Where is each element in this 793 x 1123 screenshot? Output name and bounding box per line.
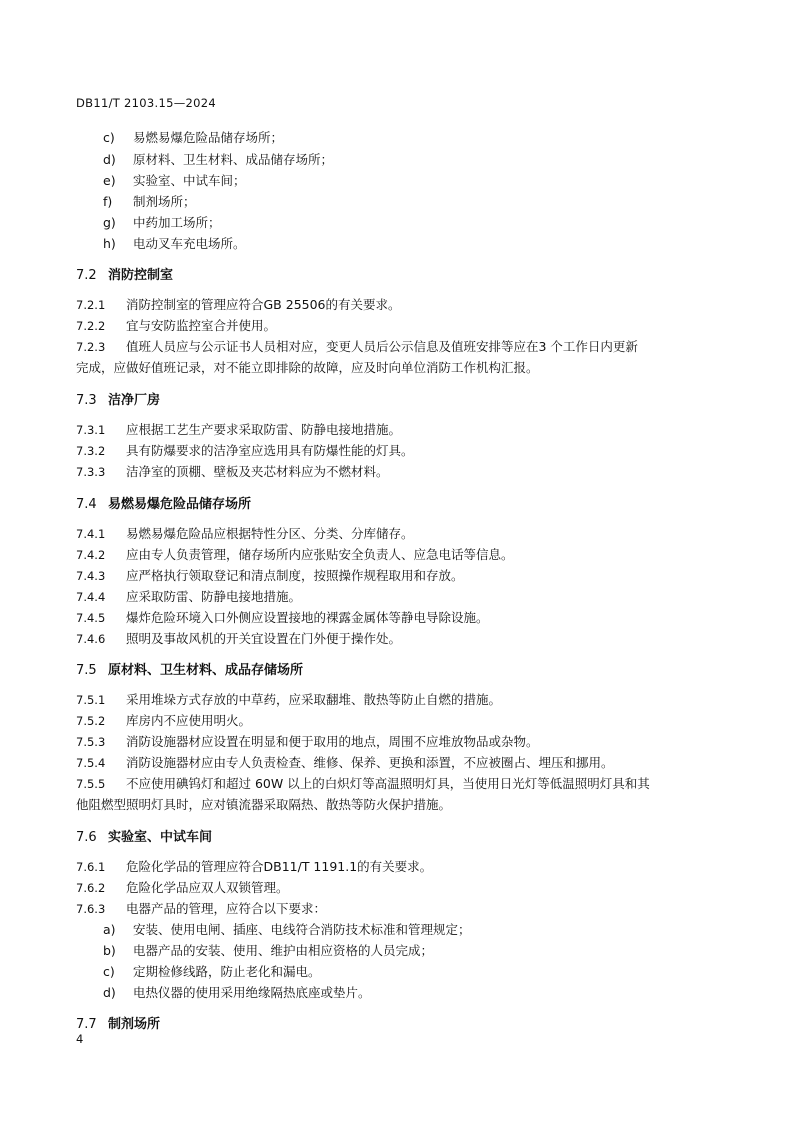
list-label: c) (103, 964, 115, 979)
section-number: 7.7 (76, 1017, 97, 1032)
list-label: b) (103, 943, 116, 958)
clause (76, 899, 326, 917)
clause-text: 应严格执行领取登记和清点制度，按照操作规程取用和存放。 (126, 568, 464, 583)
section-title: 易燃易爆危险品储存场所 (108, 497, 252, 512)
clause (76, 857, 432, 875)
clause (76, 566, 464, 584)
clause-text: 具有防爆要求的洁净室应选用具有防爆性能的灯具。 (126, 443, 414, 458)
section-title: 消防控制室 (108, 268, 174, 283)
list-label: g) (103, 215, 116, 230)
list-item (103, 941, 433, 959)
clause (76, 711, 251, 729)
list-text: 安装、使用电闸、插座、电线符合消防技术标准和管理规定； (133, 922, 471, 937)
clause-number: 7.4.2 (76, 548, 106, 562)
list-item (103, 192, 196, 210)
clause-text: 值班人员应与公示证书人员相对应，变更人员后公示信息及值班安排等应在3 个工作日内更新 (126, 339, 638, 354)
clause (76, 316, 276, 334)
clause-text: 库房内不应使用明火。 (126, 713, 252, 728)
list-item (103, 983, 371, 1001)
clause-number: 7.6.3 (76, 902, 106, 916)
clause (76, 608, 489, 626)
clause-text: 照明及事故风机的开关宜设置在门外便于操作处。 (126, 631, 402, 646)
clause (76, 878, 289, 896)
clause-number: 7.3.2 (76, 444, 106, 458)
list-text: 制剂场所； (133, 194, 196, 209)
clause-number: 7.4.4 (76, 590, 106, 604)
clause (76, 587, 301, 605)
list-text: 电动叉车充电场所。 (133, 236, 246, 251)
list-item (103, 213, 221, 231)
clause-number: 7.5.5 (76, 777, 106, 791)
clause (76, 774, 650, 792)
section-heading (76, 389, 160, 408)
clause-number: 7.5.1 (76, 693, 106, 707)
clause-number: 7.2.2 (76, 319, 106, 333)
list-label: d) (103, 985, 116, 1000)
section-heading (76, 1013, 160, 1032)
clause-text: 易燃易爆危险品应根据特性分区、分类、分库储存。 (126, 526, 414, 541)
list-label: a) (103, 922, 116, 937)
clause (76, 462, 389, 480)
list-text: 实验室、中试车间； (133, 173, 246, 188)
clause-number: 7.6.2 (76, 881, 106, 895)
section-title: 实验室、中试车间 (108, 830, 213, 845)
clause-text: 爆炸危险环境入口外侧应设置接地的裸露金属体等静电导除设施。 (126, 610, 489, 625)
clause-number: 7.3.1 (76, 423, 106, 437)
clause (76, 732, 539, 750)
list-label: f) (103, 194, 113, 209)
list-item (103, 920, 471, 938)
list-text: 电热仪器的使用采用绝缘隔热底座或垫片。 (133, 985, 371, 1000)
clause (76, 524, 414, 542)
list-label: h) (103, 236, 116, 251)
clause (76, 295, 401, 313)
list-item (103, 150, 333, 168)
clause-text: 不应使用碘钨灯和超过 60W 以上的白炽灯等高温照明灯具，当使用日光灯等低温照明灯具和其 (126, 776, 650, 791)
clause-text: 洁净室的顶棚、壁板及夹芯材料应为不燃材料。 (126, 464, 389, 479)
clause-continuation: 他阻燃型照明灯具时，应对镇流器采取隔热、散热等防火保护措施。 (76, 797, 452, 812)
clause-number: 7.5.2 (76, 714, 106, 728)
list-label: e) (103, 173, 116, 188)
section-title: 原材料、卫生材料、成品存储场所 (108, 663, 304, 678)
clause-number: 7.4.3 (76, 569, 106, 583)
clause-number: 7.6.1 (76, 860, 106, 874)
section-number: 7.3 (76, 393, 97, 408)
page-number: 4 (76, 1032, 84, 1046)
clause (76, 690, 501, 708)
clause (76, 420, 401, 438)
section-heading (76, 659, 303, 678)
clause-text: 应采取防雷、防静电接地措施。 (126, 589, 302, 604)
list-item (103, 128, 283, 146)
clause (76, 629, 401, 647)
clause-text: 宜与安防监控室合并使用。 (126, 318, 277, 333)
list-text: 中药加工场所； (133, 215, 221, 230)
clause-text: 危险化学品应双人双锁管理。 (126, 880, 289, 895)
section-title: 制剂场所 (108, 1017, 161, 1032)
clause (76, 753, 614, 771)
clause-number: 7.2.1 (76, 298, 106, 312)
document-header: DB11/T 2103.15—2024 (76, 96, 216, 110)
list-text: 电器产品的安装、使用、维护由相应资格的人员完成； (133, 943, 434, 958)
clause-text: 消防控制室的管理应符合GB 25506的有关要求。 (126, 297, 401, 312)
clause-number: 7.4.1 (76, 527, 106, 541)
list-text: 易燃易爆危险品储存场所； (133, 130, 284, 145)
clause-number: 7.3.3 (76, 465, 106, 479)
section-heading (76, 264, 173, 283)
list-item (103, 171, 246, 189)
section-number: 7.6 (76, 830, 97, 845)
clause-text: 电器产品的管理，应符合以下要求： (126, 901, 327, 916)
clause-number: 7.5.3 (76, 735, 106, 749)
clause-continuation: 完成，应做好值班记录，对不能立即排除的故障，应及时向单位消防工作机构汇报。 (76, 360, 539, 375)
clause-number: 7.4.6 (76, 632, 106, 646)
list-text: 原材料、卫生材料、成品储存场所； (133, 152, 334, 167)
clause-text: 应根据工艺生产要求采取防雷、防静电接地措施。 (126, 422, 402, 437)
clause-text: 消防设施器材应设置在明显和便于取用的地点，周围不应堆放物品或杂物。 (126, 734, 539, 749)
clause-text: 危险化学品的管理应符合DB11/T 1191.1的有关要求。 (126, 859, 433, 874)
clause (76, 337, 638, 355)
clause-number: 7.5.4 (76, 756, 106, 770)
clause (76, 545, 514, 563)
list-label: d) (103, 152, 116, 167)
clause-text: 采用堆垛方式存放的中草药，应采取翻堆、散热等防止自燃的措施。 (126, 692, 502, 707)
list-text: 定期检修线路，防止老化和漏电。 (133, 964, 321, 979)
clause-number: 7.2.3 (76, 340, 106, 354)
section-number: 7.4 (76, 497, 97, 512)
list-item (103, 234, 246, 252)
list-label: c) (103, 130, 115, 145)
section-title: 洁净厂房 (108, 393, 161, 408)
list-item (103, 962, 321, 980)
clause (76, 441, 414, 459)
section-number: 7.5 (76, 663, 97, 678)
clause-text: 消防设施器材应由专人负责检查、维修、保养、更换和添置，不应被圈占、埋压和挪用。 (126, 755, 614, 770)
section-number: 7.2 (76, 268, 97, 283)
section-heading (76, 493, 251, 512)
clause-text: 应由专人负责管理，储存场所内应张贴安全负责人、应急电话等信息。 (126, 547, 514, 562)
clause-number: 7.4.5 (76, 611, 106, 625)
section-heading (76, 826, 212, 845)
